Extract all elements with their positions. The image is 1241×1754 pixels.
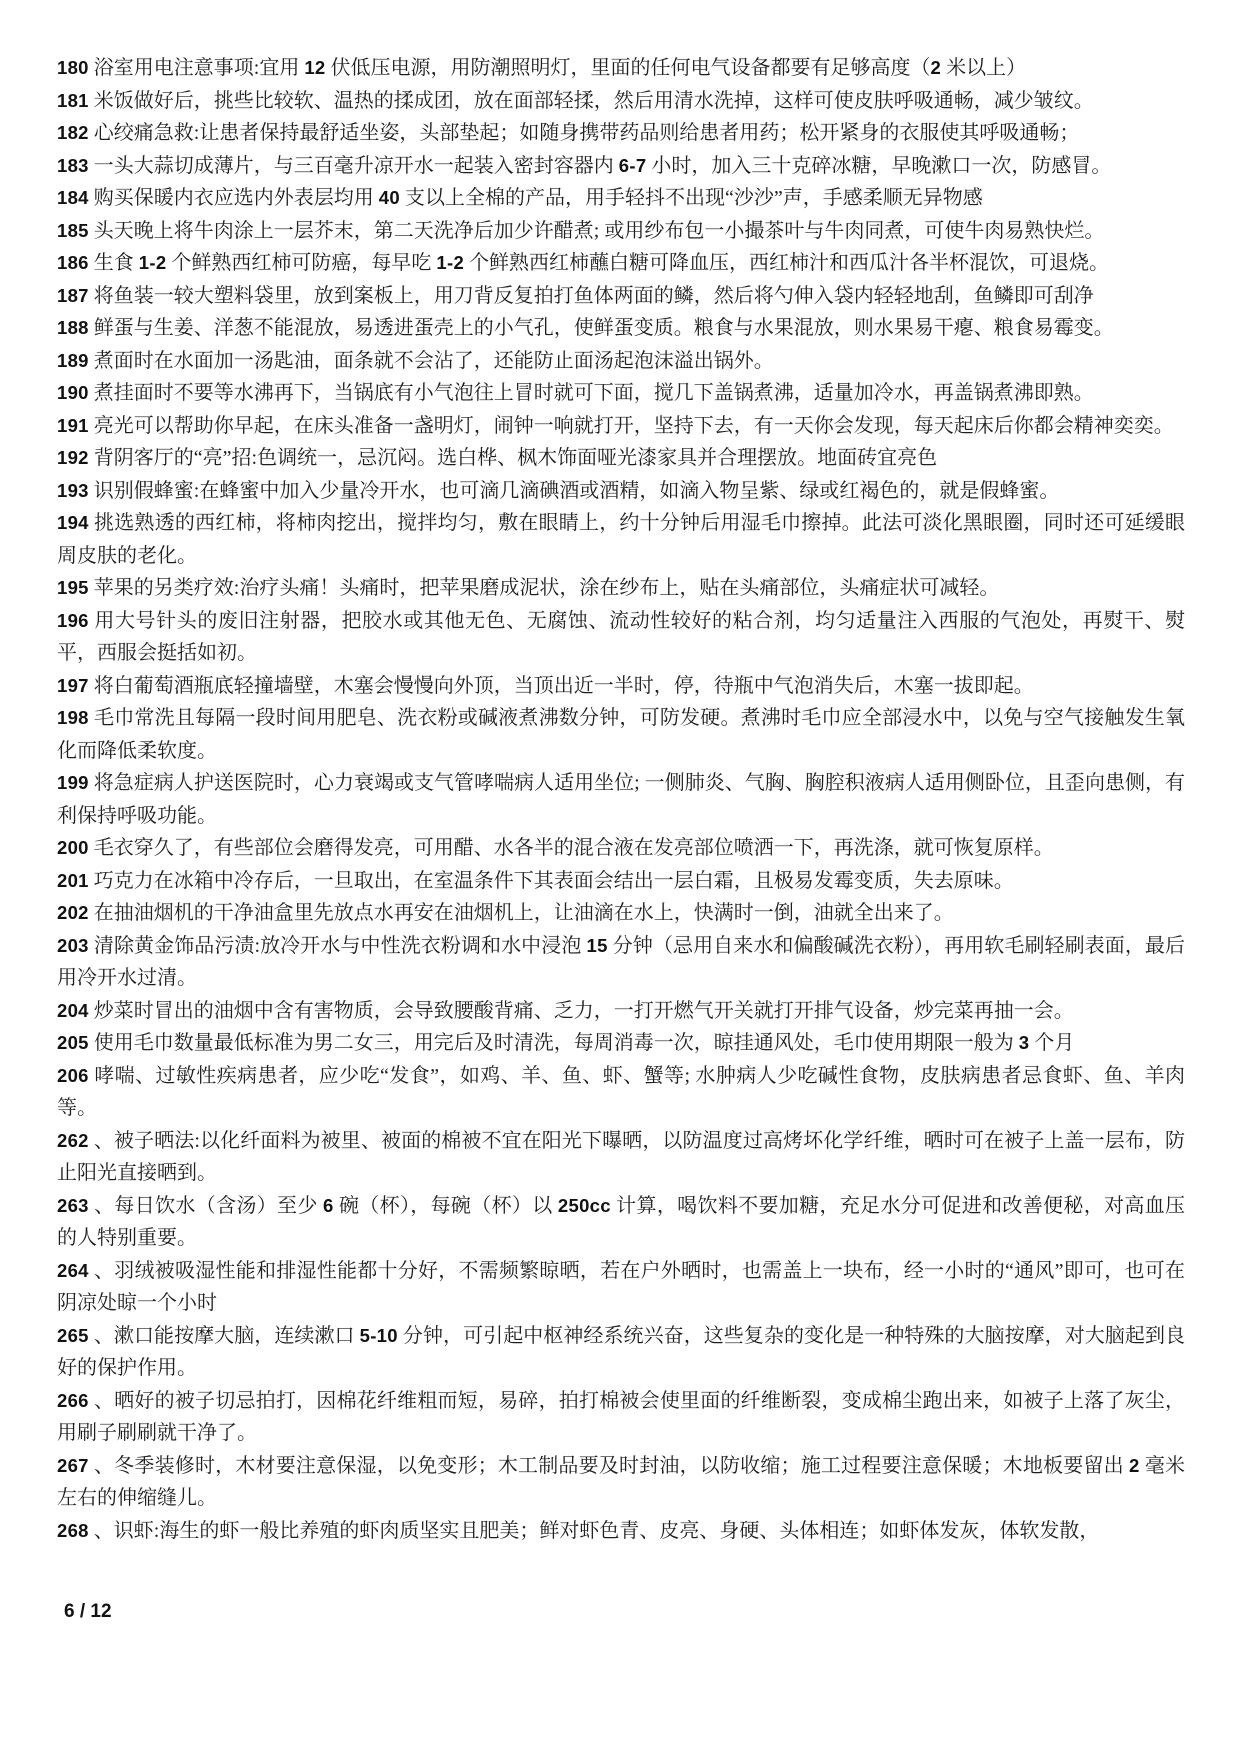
tip-text: 、羽绒被吸湿性能和排湿性能都十分好，不需频繁晾晒，若在户外晒时，也需盖上一块布，经一小时的“通风”即可，也可在阴凉处晾一个小时	[57, 1259, 1185, 1314]
tip-item	[57, 1027, 1185, 1060]
tip-text: 、漱口能按摩大脑，连续漱口 5-10 分钟，可引起中枢神经系统兴奋，这些复杂的变化是一种特殊的大脑按摩，对大脑起到良好的保护作用。	[57, 1324, 1186, 1379]
tip-item	[57, 1515, 1185, 1548]
tip-number: 264	[57, 1259, 89, 1281]
tip-item	[57, 1450, 1185, 1515]
tip-item	[57, 865, 1185, 898]
tip-item	[57, 377, 1185, 410]
tip-number: 196	[57, 609, 89, 631]
tips-list	[57, 52, 1185, 1547]
tip-text: 、识虾:海生的虾一般比养殖的虾肉质坚实且肥美；鲜对虾色青、皮亮、身硬、头体相连；如虾体发灰，体软发散，	[93, 1519, 1100, 1542]
tip-number: 194	[57, 512, 89, 533]
tip-item	[57, 1125, 1185, 1190]
tip-item	[57, 1255, 1185, 1320]
tip-number: 200	[57, 837, 89, 858]
tip-number: 265	[57, 1324, 89, 1346]
tip-number: 197	[57, 674, 89, 696]
tip-number: 193	[57, 479, 89, 501]
tip-item	[57, 52, 1185, 85]
tip-item	[57, 182, 1185, 215]
tip-item	[57, 247, 1185, 280]
tip-number: 186	[57, 252, 89, 273]
tip-item	[57, 85, 1185, 118]
tip-number: 191	[57, 414, 89, 436]
tip-text: 将急症病人护送医院时，心力衰竭或支气管哮喘病人适用坐位; 一侧肺炎、气胸、胸腔积液病人适用侧卧位，且歪向患侧，有利保持呼吸功能。	[57, 772, 1185, 827]
tip-number: 201	[57, 869, 89, 891]
tip-text: 用大号针头的废旧注射器，把胶水或其他无色、无腐蚀、流动性较好的粘合剂，均匀适量注入西服的气泡处，再熨干、熨平，西服会挺括如初。	[57, 609, 1186, 664]
page-number: 6 / 12	[64, 1601, 112, 1622]
tip-item	[57, 507, 1185, 572]
tip-number: 187	[57, 284, 89, 306]
tip-number: 188	[57, 317, 89, 338]
tip-number: 199	[57, 772, 89, 793]
tip-item	[57, 897, 1185, 930]
tip-item	[57, 1060, 1185, 1125]
tip-number: 268	[57, 1519, 89, 1541]
tip-item	[57, 215, 1185, 248]
tip-item	[57, 345, 1185, 378]
tip-number: 180	[57, 57, 89, 78]
tip-text: 将鱼装一较大塑料袋里，放到案板上，用刀背反复拍打鱼体两面的鳞，然后将勺伸入袋内轻轻地刮，鱼鳞即可刮净	[93, 284, 1094, 307]
tip-text: 一头大蒜切成薄片，与三百毫升凉开水一起装入密封容器内 6-7 小时，加入三十克碎冰糖，早晚漱口一次，防感冒。	[93, 154, 1112, 177]
tip-text: 毛衣穿久了，有些部位会磨得发亮，可用醋、水各半的混合液在发亮部位喷洒一下，再洗涤，就可恢复原样。	[93, 837, 1054, 859]
tip-item	[57, 702, 1185, 767]
tip-number: 267	[57, 1454, 89, 1476]
tip-number: 182	[57, 122, 89, 143]
tip-text: 使用毛巾数量最低标准为男二女三，用完后及时清洗，每周消毒一次，晾挂通风处，毛巾使用期限一般为 3 个月	[93, 1032, 1075, 1054]
tip-text: 挑选熟透的西红柿，将柿肉挖出，搅拌均匀，敷在眼睛上，约十分钟后用湿毛巾擦掉。此法可淡化黑眼圈，同时还可延缓眼周皮肤的老化。	[57, 512, 1186, 567]
tip-number: 189	[57, 349, 89, 371]
tip-number: 184	[57, 187, 89, 208]
tip-text: 亮光可以帮助你早起，在床头准备一盏明灯，闹钟一响就打开，坚持下去，有一天你会发现，每天起床后你都会精神奕奕。	[93, 414, 1174, 437]
tip-text: 背阴客厅的“亮”招:色调统一，忌沉闷。选白桦、枫木饰面哑光漆家具并合理摆放。地面砖宜亮色	[93, 447, 938, 469]
tip-text: 生食 1-2 个鲜熟西红柿可防癌，每早吃 1-2 个鲜熟西红柿蘸白糖可降血压，西红柿汁和西瓜汁各半杯混饮，可退烧。	[93, 252, 1110, 274]
tip-item	[57, 150, 1185, 183]
tip-text: 毛巾常洗且每隔一段时间用肥皂、洗衣粉或碱液煮沸数分钟，可防发硬。煮沸时毛巾应全部浸水中，以免与空气接触发生氧化而降低柔软度。	[57, 707, 1186, 762]
tip-number: 263	[57, 1194, 89, 1216]
tip-item	[57, 312, 1185, 345]
tip-text: 哮喘、过敏性疾病患者，应少吃“发食”，如鸡、羊、鱼、虾、蟹等; 水肿病人少吃碱性食物，皮肤病患者忌食虾、鱼、羊肉等。	[57, 1064, 1186, 1119]
tip-number: 195	[57, 577, 89, 598]
tip-text: 、被子晒法:以化纤面料为被里、被面的棉被不宜在阳光下曝晒，以防温度过高烤坏化学纤维，晒时可在被子上盖一层布，防止阳光直接晒到。	[57, 1129, 1185, 1184]
tip-number: 206	[57, 1064, 89, 1086]
tip-item	[57, 1385, 1185, 1450]
tip-item	[57, 995, 1185, 1028]
tip-item	[57, 1320, 1185, 1385]
tip-text: 在抽油烟机的干净油盒里先放点水再安在油烟机上，让油滴在水上，快满时一倒，油就全出来了。	[93, 902, 954, 924]
tip-text: 、晒好的被子切忌拍打，因棉花纤维粗而短，易碎，拍打棉被会使里面的纤维断裂，变成棉尘跑出来，如被子上落了灰尘，用刷子刷刷就干净了。	[57, 1389, 1186, 1444]
tip-text: 苹果的另类疗效:治疗头痛！头痛时，把苹果磨成泥状，涂在纱布上，贴在头痛部位，头痛症状可减轻。	[93, 577, 1000, 599]
tip-text: 清除黄金饰品污渍:放冷开水与中性洗衣粉调和水中浸泡 15 分钟（忌用自来水和偏酸碱洗衣粉），再用软毛刷轻刷表面，最后用冷开水过清。	[57, 934, 1186, 989]
tip-item	[57, 605, 1185, 670]
tip-text: 巧克力在冰箱中冷存后，一旦取出，在室温条件下其表面会结出一层白霜，且极易发霉变质，失去原味。	[93, 869, 1014, 892]
tip-text: 、每日饮水（含汤）至少 6 碗（杯），每碗（杯）以 250cc 计算，喝饮料不要加糖，充足水分可促进和改善便秘，对高血压的人特别重要。	[57, 1194, 1186, 1249]
tip-number: 185	[57, 219, 89, 241]
tip-item	[57, 930, 1185, 995]
tip-item	[57, 117, 1185, 150]
tip-item	[57, 410, 1185, 443]
tip-number: 181	[57, 89, 89, 111]
tip-number: 205	[57, 1032, 89, 1053]
tip-number: 202	[57, 902, 89, 923]
tip-text: 浴室用电注意事项:宜用 12 伏低压电源，用防潮照明灯，里面的任何电气设备都要有足够高度（2 米以上）	[93, 57, 1027, 79]
tip-item	[57, 280, 1185, 313]
tip-number: 190	[57, 382, 89, 403]
tip-number: 262	[57, 1129, 89, 1151]
tip-item	[57, 475, 1185, 508]
tip-text: 购买保暖内衣应选内外表层均用 40 支以上全棉的产品，用手轻抖不出现“沙沙”声，手感柔顺无异物感	[93, 187, 983, 209]
tip-text: 心绞痛急救:让患者保持最舒适坐姿，头部垫起；如随身携带药品则给患者用药；松开紧身的衣服使其呼吸通畅；	[93, 122, 1080, 144]
tip-item	[57, 832, 1185, 865]
tip-number: 183	[57, 154, 89, 176]
tip-text: 鲜蛋与生姜、洋葱不能混放，易透进蛋壳上的小气孔，使鲜蛋变质。粮食与水果混放，则水果易干瘪、粮食易霉变。	[93, 317, 1114, 339]
tip-text: 煮挂面时不要等水沸再下，当锅底有小气泡往上冒时就可下面，搅几下盖锅煮沸，适量加冷水，再盖锅煮沸即熟。	[93, 382, 1094, 404]
tip-item	[57, 767, 1185, 832]
tip-number: 198	[57, 707, 89, 728]
tip-number: 192	[57, 447, 89, 468]
tip-text: 将白葡萄酒瓶底轻撞墙壁，木塞会慢慢向外顶，当顶出近一半时，停，待瓶中气泡消失后，木塞一拔即起。	[93, 674, 1034, 697]
tip-number: 266	[57, 1389, 89, 1411]
tip-item	[57, 442, 1185, 475]
tip-item	[57, 1190, 1185, 1255]
tip-text: 识别假蜂蜜:在蜂蜜中加入少量冷开水，也可滴几滴碘酒或酒精，如滴入物呈紫、绿或红褐色的，就是假蜂蜜。	[93, 479, 1060, 502]
tip-item	[57, 670, 1185, 703]
tip-text: 、冬季装修时，木材要注意保湿，以免变形；木工制品要及时封油，以防收缩；施工过程要注意保暖；木地板要留出 2 毫米左右的伸缩缝儿。	[57, 1454, 1186, 1509]
tip-text: 煮面时在水面加一汤匙油，面条就不会沾了，还能防止面汤起泡沫溢出锅外。	[93, 349, 774, 372]
tip-number: 204	[57, 999, 89, 1021]
tip-text: 头天晚上将牛肉涂上一层芥末，第二天洗净后加少许醋煮; 或用纱布包一小撮茶叶与牛肉同煮，可使牛肉易熟快烂。	[93, 219, 1105, 242]
tip-text: 炒菜时冒出的油烟中含有害物质，会导致腰酸背痛、乏力，一打开燃气开关就打开排气设备，炒完菜再抽一会。	[93, 999, 1074, 1022]
tip-item	[57, 572, 1185, 605]
tip-number: 203	[57, 934, 89, 956]
tip-text: 米饭做好后，挑些比较软、温热的揉成团，放在面部轻揉，然后用清水洗掉，这样可使皮肤呼吸通畅，减少皱纹。	[93, 89, 1094, 112]
